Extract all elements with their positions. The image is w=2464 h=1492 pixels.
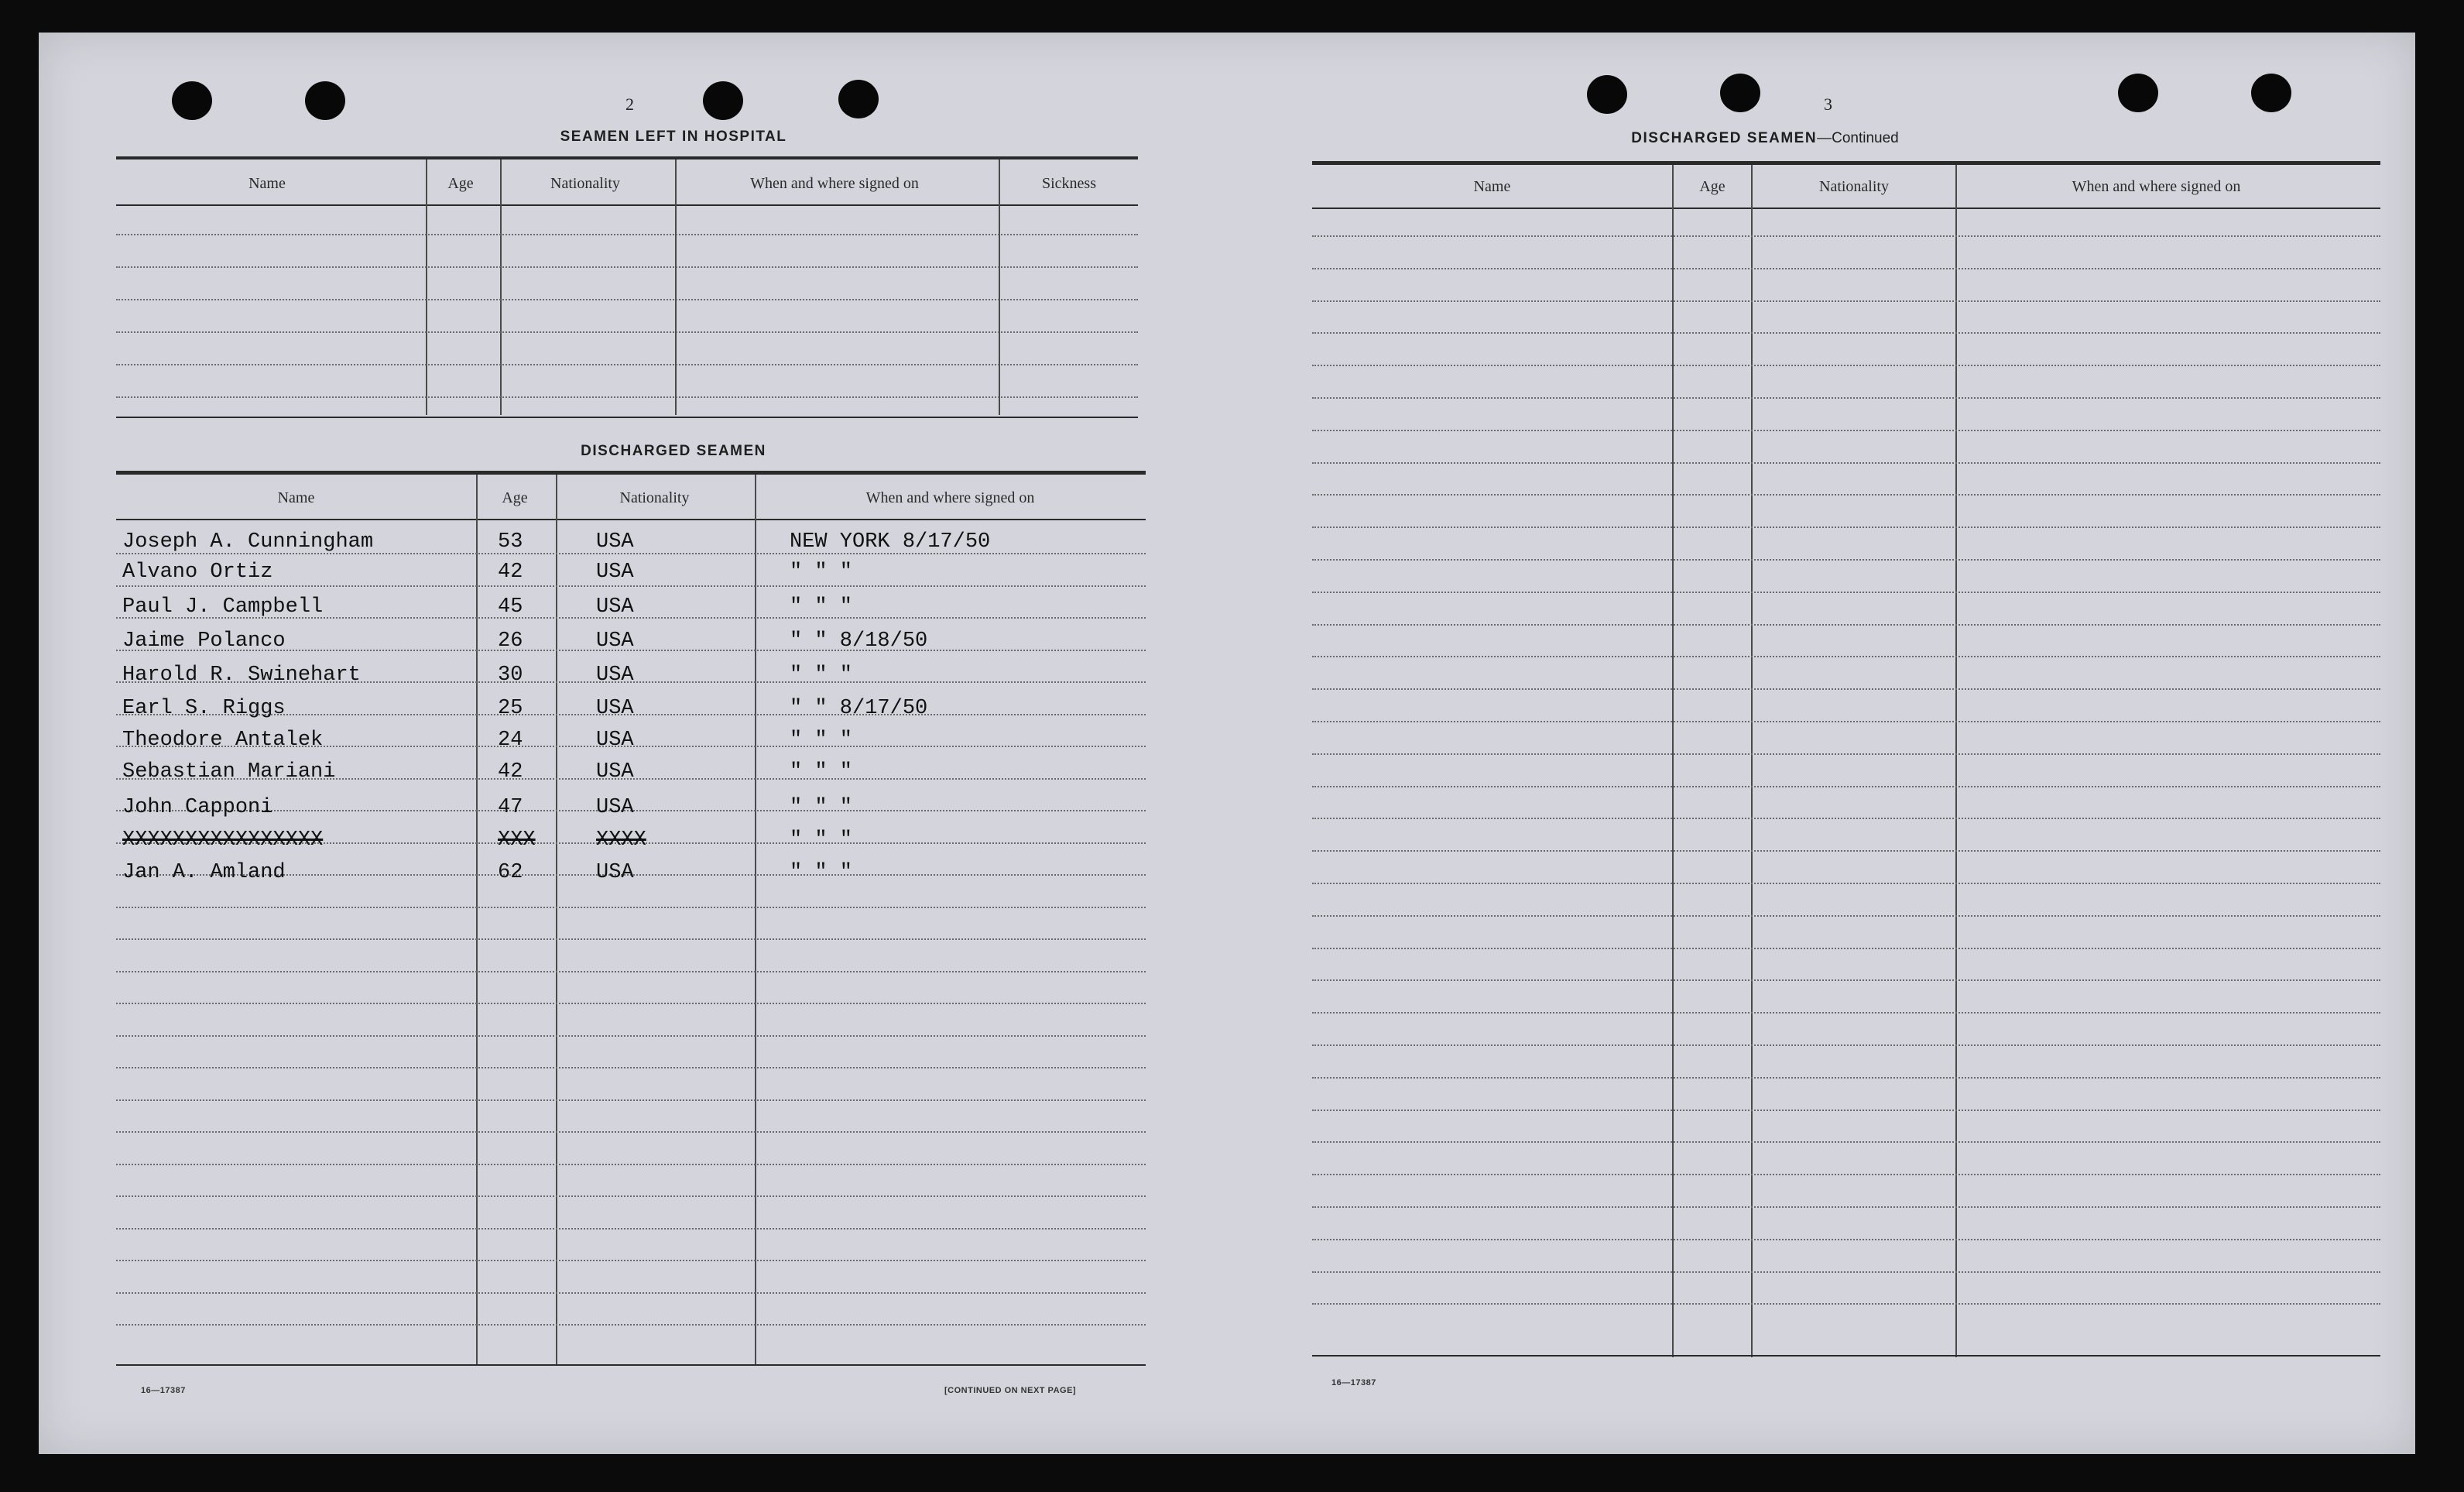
hospital-row-line <box>116 266 1138 268</box>
right-row-line <box>1312 688 2380 690</box>
hospital-row-line <box>116 234 1138 235</box>
seaman-age: 62 <box>498 861 523 884</box>
seaman-signed-on: NEW YORK 8/17/50 <box>790 530 991 554</box>
seaman-age: 45 <box>498 595 523 619</box>
seaman-age: 30 <box>498 664 523 687</box>
right-title-suffix: —Continued <box>1817 130 1899 146</box>
right-header-nationality: Nationality <box>1819 178 1889 195</box>
seaman-name: Alvano Ortiz <box>122 561 273 584</box>
right-row-line <box>1312 883 2380 884</box>
right-column-divider <box>1672 165 1674 1357</box>
page-number-left: 2 <box>625 94 634 114</box>
discharged-row-line <box>116 1164 1146 1165</box>
right-row-line <box>1312 300 2380 302</box>
seaman-signed-on: " " " <box>790 595 853 619</box>
right-row-line <box>1312 915 2380 917</box>
right-header-signed-on: When and where signed on <box>2072 178 2241 195</box>
right-row-line <box>1312 753 2380 755</box>
discharged-row-line <box>116 1195 1146 1197</box>
hospital-bottom-rule <box>116 417 1138 418</box>
hospital-header-nationality: Nationality <box>550 175 620 192</box>
seaman-age: 26 <box>498 629 523 653</box>
seaman-signed-on: " " " <box>790 729 853 752</box>
hospital-column-divider <box>426 159 427 415</box>
right-row-line <box>1312 430 2380 431</box>
discharged-row-line <box>116 1260 1146 1261</box>
discharged-row-line <box>116 1035 1146 1037</box>
right-row-line <box>1312 1044 2380 1046</box>
hospital-header-signed-on: When and where signed on <box>750 175 919 192</box>
punch-hole <box>838 80 879 118</box>
seaman-name: Jaime Polanco <box>122 629 286 653</box>
punch-hole <box>2251 74 2291 112</box>
page-number-right: 3 <box>1824 94 1832 114</box>
hospital-column-divider <box>675 159 677 415</box>
seaman-name: Jan A. Amland <box>122 861 286 884</box>
discharged-header-signed-on: When and where signed on <box>865 489 1035 506</box>
seaman-age: 47 <box>498 796 523 819</box>
form-number-right: 16—17387 <box>1331 1378 1376 1387</box>
hospital-column-divider <box>500 159 502 415</box>
right-row-line <box>1312 1141 2380 1143</box>
right-row-line <box>1312 526 2380 528</box>
seaman-signed-on: " " 8/17/50 <box>790 697 928 720</box>
right-row-line <box>1312 1271 2380 1273</box>
right-header-rule <box>1312 208 2380 209</box>
right-section-title <box>1571 130 1959 147</box>
discharged-row-line <box>116 1228 1146 1230</box>
discharged-section-title: DISCHARGED SEAMEN <box>581 443 766 459</box>
hospital-header-rule <box>116 204 1138 206</box>
right-row-line <box>1312 494 2380 496</box>
seaman-name: Joseph A. Cunningham <box>122 530 374 554</box>
seaman-nationality: XXXX <box>596 828 646 852</box>
discharged-row-line <box>116 1131 1146 1133</box>
right-row-line <box>1312 786 2380 787</box>
seaman-signed-on: " " " <box>790 664 853 687</box>
right-row-line <box>1312 1206 2380 1208</box>
punch-hole <box>1720 74 1760 112</box>
seaman-signed-on: " " 8/18/50 <box>790 629 928 653</box>
hospital-header-name: Name <box>248 175 286 192</box>
right-row-line <box>1312 268 2380 269</box>
right-row-line <box>1312 1012 2380 1014</box>
discharged-column-divider <box>556 475 557 1365</box>
discharged-row-line <box>116 585 1146 587</box>
hospital-header-age: Age <box>447 175 474 192</box>
discharged-row-line <box>116 1324 1146 1326</box>
discharged-column-divider <box>755 475 756 1365</box>
document-sheet <box>39 33 2415 1454</box>
seaman-nationality: USA <box>596 697 634 720</box>
right-header-age: Age <box>1699 178 1725 195</box>
right-row-line <box>1312 656 2380 657</box>
hospital-row-line <box>116 396 1138 398</box>
punch-hole <box>703 81 743 120</box>
right-column-divider <box>1955 165 1957 1357</box>
seaman-name: John Capponi <box>122 796 273 819</box>
discharged-row-line <box>116 1003 1146 1004</box>
seaman-age: 42 <box>498 561 523 584</box>
right-row-line <box>1312 1303 2380 1305</box>
right-row-line <box>1312 1110 2380 1111</box>
right-row-line <box>1312 624 2380 626</box>
hospital-column-divider <box>999 159 1000 415</box>
hospital-section-title: SEAMEN LEFT IN HOSPITAL <box>560 129 787 145</box>
seaman-signed-on: " " " <box>790 861 853 884</box>
right-column-divider <box>1751 165 1753 1357</box>
seaman-age: 53 <box>498 530 523 554</box>
seaman-nationality: USA <box>596 861 634 884</box>
seaman-nationality: USA <box>596 760 634 784</box>
punch-hole <box>1587 75 1627 114</box>
seaman-signed-on: " " " <box>790 561 853 584</box>
right-title-main: DISCHARGED SEAMEN <box>1631 130 1818 146</box>
seaman-nationality: USA <box>596 729 634 752</box>
right-bottom-rule <box>1312 1355 2380 1357</box>
discharged-row-line <box>116 907 1146 908</box>
discharged-row-line <box>116 1099 1146 1101</box>
hospital-row-line <box>116 364 1138 365</box>
hospital-header-sickness: Sickness <box>1042 175 1096 192</box>
seaman-nationality: USA <box>596 595 634 619</box>
discharged-header-nationality: Nationality <box>619 489 690 506</box>
discharged-row-line <box>116 971 1146 972</box>
discharged-bottom-rule <box>116 1364 1146 1366</box>
right-row-line <box>1312 592 2380 593</box>
seaman-name: Harold R. Swinehart <box>122 664 361 687</box>
hospital-row-line <box>116 299 1138 300</box>
seaman-nationality: USA <box>596 530 634 554</box>
right-row-line <box>1312 948 2380 949</box>
right-row-line <box>1312 462 2380 464</box>
right-row-line <box>1312 397 2380 399</box>
right-top-rule <box>1312 161 2380 165</box>
seaman-nationality: USA <box>596 561 634 584</box>
discharged-header-name: Name <box>277 489 315 506</box>
seaman-name: XXXXXXXXXXXXXXXX <box>122 828 324 852</box>
hospital-row-line <box>116 331 1138 333</box>
right-row-line <box>1312 1174 2380 1175</box>
seaman-age: 25 <box>498 697 523 720</box>
seaman-name: Earl S. Riggs <box>122 697 286 720</box>
seaman-signed-on: " " " <box>790 828 853 852</box>
right-row-line <box>1312 365 2380 366</box>
right-row-line <box>1312 332 2380 334</box>
right-row-line <box>1312 559 2380 561</box>
seaman-name: Sebastian Mariani <box>122 760 336 784</box>
right-row-line <box>1312 1077 2380 1079</box>
seaman-signed-on: " " " <box>790 760 853 784</box>
right-header-name: Name <box>1473 178 1511 195</box>
hospital-top-rule <box>116 156 1138 159</box>
discharged-header-age: Age <box>502 489 528 506</box>
right-row-line <box>1312 818 2380 819</box>
seaman-nationality: USA <box>596 664 634 687</box>
seaman-age: 42 <box>498 760 523 784</box>
form-number-left: 16—17387 <box>141 1386 186 1395</box>
discharged-row-line <box>116 1067 1146 1068</box>
seaman-signed-on: " " " <box>790 796 853 819</box>
discharged-top-rule <box>116 471 1146 475</box>
seaman-name: Theodore Antalek <box>122 729 324 752</box>
punch-hole <box>172 81 212 120</box>
seaman-name: Paul J. Campbell <box>122 595 324 619</box>
seaman-nationality: USA <box>596 629 634 653</box>
seaman-age: 24 <box>498 729 523 752</box>
right-row-line <box>1312 721 2380 722</box>
right-row-line <box>1312 850 2380 852</box>
discharged-row-line <box>116 1292 1146 1294</box>
right-row-line <box>1312 235 2380 237</box>
right-row-line <box>1312 979 2380 981</box>
discharged-header-rule <box>116 519 1146 520</box>
right-row-line <box>1312 1239 2380 1240</box>
seaman-age: XXX <box>498 828 536 852</box>
punch-hole <box>2118 74 2158 112</box>
punch-hole <box>305 81 345 120</box>
continued-note: [CONTINUED ON NEXT PAGE] <box>944 1386 1077 1395</box>
discharged-row-line <box>116 938 1146 940</box>
discharged-column-divider <box>476 475 478 1365</box>
seaman-nationality: USA <box>596 796 634 819</box>
